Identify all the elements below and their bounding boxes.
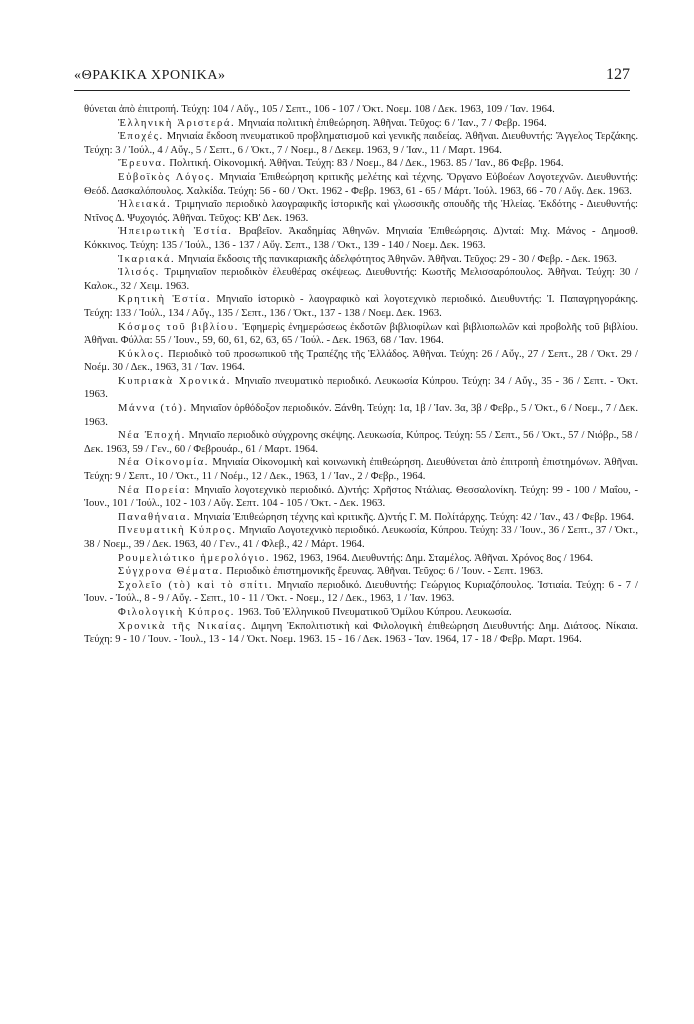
list-item	[84, 103, 638, 117]
entry-title: Εὐβοϊκὸς Λόγος.	[118, 171, 216, 183]
list-item	[84, 157, 638, 171]
entry-body: Μηνιαῖον ὀρθόδοξον περιοδικόν. Ξάνθη. Τεύχη: 1α, 1β / Ἰαν. 3α, 3β / Φεβρ., 5 / Ὀκτ., 6 / Νοεμ., 7 / Δεκ. 1963.	[84, 403, 638, 428]
entry-body: Περιοδικὸ τοῦ προσωπικοῦ τῆς Τραπέζης τῆς Ἑλλάδος. Ἀθῆναι. Τεύχη: 26 / Αὔγ., 27 / Σεπτ., 28 / Ὀκτ. 29 / Νοέμ. 30 / Δεκ., 1963, 31 / Ἰαν. 1964.	[84, 348, 638, 374]
list-item	[84, 321, 638, 348]
entry-title: Ἠλειακά.	[118, 199, 172, 211]
entry-title: Κυπριακὰ Χρονικά.	[118, 375, 232, 387]
entry-body: Ἐφημερὶς ἐνημερώσεως ἐκδοτῶν βιβλιοφίλων καὶ βιβλιοπωλῶν καὶ προβολῆς τοῦ βιβλίου. Ἀθῆναι. Φύλλα: 55 / Ἰουν., 59, 60, 61, 62, 63, 65 / Ἰούλ. - Δεκ. 1963, 68 / Ἰαν. 1964.	[84, 321, 639, 347]
list-item	[84, 117, 638, 131]
list-item	[84, 429, 638, 456]
entry-body: Μηνιαῖο ἱστορικὸ - λαογραφικὸ καὶ λογοτεχνικὸ περιοδικό. Διευθυντής: Ἰ. Παπαγρηγοράκης. Τεύχη: 133 / Ἰούλ., 134 / Αὔγ., 135 / Σεπτ., 136 / Ὀκτ., 137 - 138 / Νοεμ. Δεκ. 1963.	[84, 294, 638, 319]
page-number: 127	[606, 66, 630, 83]
entry-title: Κύκλος.	[118, 348, 165, 360]
list-item	[84, 293, 638, 320]
entry-title: Ρουμελιώτικο ἡμερολόγιο.	[118, 552, 271, 564]
list-item	[84, 511, 638, 525]
list-item	[84, 225, 638, 252]
entry-title: Νέα Ἐποχή.	[118, 430, 186, 442]
entry-title: Ἠπειρωτικὴ Ἑστία.	[118, 226, 233, 238]
list-item	[84, 620, 638, 647]
page-header	[74, 66, 630, 88]
entry-title: Κόσμος τοῦ βιβλίου.	[118, 321, 239, 333]
entry-title: Κρητικὴ Ἑστία.	[118, 294, 212, 306]
entry-body: Μηνιαῖο λογοτεχνικὸ περιοδικό. Δ)ντής: Χρῆστος Ντάλιας. Θεσσαλονίκη. Τεύχη: 99 - 100 / Μαΐου, - Ἰουν., 101 / Ἰούλ., 102 - 103 / Αὔγ. Σεπτ. 104 - 105 / Ὀκτ. - Δεκ. 1963.	[84, 484, 638, 510]
entry-body: Μηνιαία Ἐπιθεώρηση κριτικῆς μελέτης καὶ τέχνης. Ὄργανο Εὐβοέων Λογοτεχνῶν. Διευθυντής: Θεόδ. Δασκαλόπουλος. Χαλκίδα. Τεύχη: 56 - 60 / Ὀκτ. 1962 - Φεβρ. 1963, 61 - 65 / Μάρτ. Ἰούλ. 1963, 66 - 70 / Αὔγ. Δεκ. 1963.	[84, 171, 638, 197]
entry-title: Νέα Πορεία:	[118, 484, 191, 496]
list-item	[84, 402, 638, 429]
entry-body: Περιοδικὸ ἐπιστημονικῆς ἔρευνας. Ἀθῆναι. Τεῦχος: 6 / Ἰουν. - Σεπτ. 1963.	[223, 566, 544, 578]
entry-body: Μηνιαῖο περιοδικό. Διευθυντής: Γεώργιος Κυριαζόπουλος. Ἱστιαία. Τεύχη: 6 - 7 / Ἰουν. - Ἰούλ., 8 - 9 / Αὔγ. - Σεπτ., 10 - 11 / Ὀκτ. - Νοεμ., 12 / Δεκ., 1963, 1 / Ἰαν. 1963.	[84, 579, 638, 605]
list-item	[84, 552, 638, 566]
entry-title: Μάννα (τό).	[118, 403, 188, 415]
entry-title: Πνευματικὴ Κύπρος.	[118, 525, 237, 537]
entry-body: 1963. Τοῦ Ἑλληνικοῦ Πνευματικοῦ Ὁμίλου Κύπρου. Λευκωσία.	[235, 606, 512, 618]
entry-body: Μηνιαῖο Λογοτεχνικὸ περιοδικό. Λευκωσία, Κύπρου. Τεύχη: 33 / Ἰουν., 36 / Σεπτ., 37 / Ὀκτ., 38 / Νοεμ., 39 / Δεκ. 1963, 40 / Γεν., 41 / Φλεβ., 42 / Μάρτ. 1964.	[84, 525, 638, 550]
entry-body: Πολιτική. Οἰκονομική. Ἀθῆναι. Τεύχη: 83 / Νοεμ., 84 / Δεκ., 1963. 85 / Ἰαν., 86 Φεβρ. 1964.	[166, 158, 564, 170]
list-item	[84, 606, 638, 620]
entry-title: Φιλολογικὴ Κύπρος.	[118, 606, 235, 618]
header-rule	[74, 90, 630, 91]
entry-body: Μηνιαία ἔκδοσις τῆς πανικαριακῆς ἀδελφότητος Ἀθηνῶν. Ἀθῆναι. Τεῦχος: 29 - 30 / Φεβρ. - Δεκ. 1963.	[175, 253, 617, 265]
list-item	[84, 198, 638, 225]
list-item	[84, 456, 638, 483]
running-title: «ΘΡΑΚΙΚΑ ΧΡΟΝΙΚΑ»	[74, 68, 226, 83]
entry-title: Ἑλληνικὴ Ἀριστερά.	[118, 117, 236, 129]
bibliography-list	[84, 103, 638, 647]
list-item	[84, 348, 638, 375]
list-item	[84, 524, 638, 551]
list-item	[84, 579, 638, 606]
entry-body: Τριμηνιαῖον περιοδικὸν ἐλευθέρας σκέψεως. Διευθυντής: Κωστῆς Μελισσαρόπουλος. Ἀθῆναι. Τεύχη: 30 / Καλοκ., 32 / Χειμ. 1963.	[84, 267, 638, 292]
list-item	[84, 266, 638, 293]
entry-title: Ἰκαριακά.	[118, 253, 176, 265]
entry-body: Μηνιαία Ἐπιθεώρηση τέχνης καὶ κριτικῆς. Δ)ντής Γ. Μ. Πολίτάρχης. Τεύχη: 42 / Ἰαν., 43 / Φεβρ. 1964.	[191, 511, 635, 523]
list-item	[84, 484, 638, 511]
list-item	[84, 171, 638, 198]
entry-body: Μηνιαία ἔκδοση πνευματικοῦ προβληματισμοῦ καὶ γενικῆς παιδείας. Ἀθῆναι. Διευθυντής: Ἄγγελος Τερζάκης. Τεύχη: 3 / Ἰούλ., 4 / Αὔγ., 5 / Σεπτ., 6 / Ὀκτ., 7 / Νοεμ., 8 / Δεκεμ. 1963, 9 / Ἰαν., 11 / Μαρτ. 1964.	[84, 131, 638, 156]
entry-body: θύνεται ἀπὸ ἐπιτροπή. Τεύχη: 104 / Αὔγ., 105 / Σεπτ., 106 - 107 / Ὀκτ. Νοεμ. 108 / Δεκ. 1963, 109 / Ἰαν. 1964.	[84, 104, 555, 115]
list-item	[84, 375, 638, 402]
entry-body: Διμηνη Ἐκπολιτιστικὴ καὶ Φιλολογικὴ ἐπιθεώρηση Διευθυντής: Δημ. Διάτσος. Νίκαια. Τεύχη: 9 - 10 / Ἰουν. - Ἰουλ., 13 - 14 / Ὀκτ. Νοεμ. 1963. 15 - 16 / Δεκ. 1963 - Ἰαν. 1964, 17 - 18 / Φεβρ. Μαρτ. 1964.	[84, 620, 638, 646]
list-item	[84, 253, 638, 267]
list-item	[84, 565, 638, 579]
list-item	[84, 130, 638, 157]
entry-title: Ἔρευνα.	[118, 158, 167, 170]
entry-body: Μηνιαῖο περιοδικὸ σύγχρονης σκέψης. Λευκωσία, Κύπρος. Τεύχη: 55 / Σεπτ., 56 / Ὀκτ., 57 / Νιόβρ., 58 / Δεκ. 1963, 59 / Γεν., 60 / Φεβρουάρ., 61 / Μαρτ. 1964.	[84, 430, 638, 455]
entry-title: Σύγχρονα Θέματα.	[118, 566, 224, 578]
entry-body: Τριμηνιαῖο περιοδικὸ λαογραφικῆς ἱστορικῆς καὶ γλωσσικῆς σπουδῆς τῆς Ἠλείας. Ἐκδότης - Διευθυντής: Ντῖνος Δ. Ψυχογιός. Ἀθῆναι. Τεῦχος: ΚΒ' Δεκ. 1963.	[84, 199, 638, 224]
entry-body: Μηνιαία πολιτικὴ ἐπιθεώρηση. Ἀθῆναι. Τεῦχος: 6 / Ἰαν., 7 / Φεβρ. 1964.	[235, 117, 547, 129]
entry-title: Νέα Οἰκονομία.	[118, 457, 210, 469]
entry-body: Μηνιαία Οἰκονομικὴ καὶ κοινωνικὴ ἐπιθεώρηση. Διευθύνεται ἀπὸ ἐπιτροπὴ ἐπιστημόνων. Ἀθῆναι. Τεύχη: 9 / Σεπτ., 10 / Ὀκτ., 11 / Νοέμ., 12 / Δεκ., 1963, 1 / Ἰαν., 2 / Φεβρ., 1964.	[84, 457, 638, 483]
entry-title: Σχολεῖο (τὸ) καὶ τὸ σπίτι.	[118, 579, 274, 591]
entry-title: Ἰλισός.	[118, 267, 160, 279]
entry-title: Παναθήναια.	[118, 511, 192, 523]
entry-body: 1962, 1963, 1964. Διευθυντής: Δημ. Σταμέλος. Ἀθῆναι. Χρόνος 8ος / 1964.	[270, 552, 594, 564]
entry-body: Μηνιαῖο πνευματικὸ περιοδικό. Λευκωσία Κύπρου. Τεύχη: 34 / Αὔγ., 35 - 36 / Σεπτ. - Ὀκτ. 1963.	[84, 375, 638, 401]
entry-body: Βραβεῖον. Ἀκαδημίας Ἀθηνῶν. Μηνιαία Ἐπιθεώρησις. Δ)νταί: Μιχ. Μάνος - Δημοσθ. Κόκκινος. Τεύχη: 135 / Ἰούλ., 136 - 137 / Αὔγ. Σεπτ., 138 / Ὀκτ., 139 - 140 / Νοεμ. Δεκ. 1963.	[84, 226, 638, 251]
entry-title: Χρονικὰ τῆς Νικαίας.	[118, 620, 247, 632]
entry-title: Ἐποχές.	[118, 131, 164, 143]
